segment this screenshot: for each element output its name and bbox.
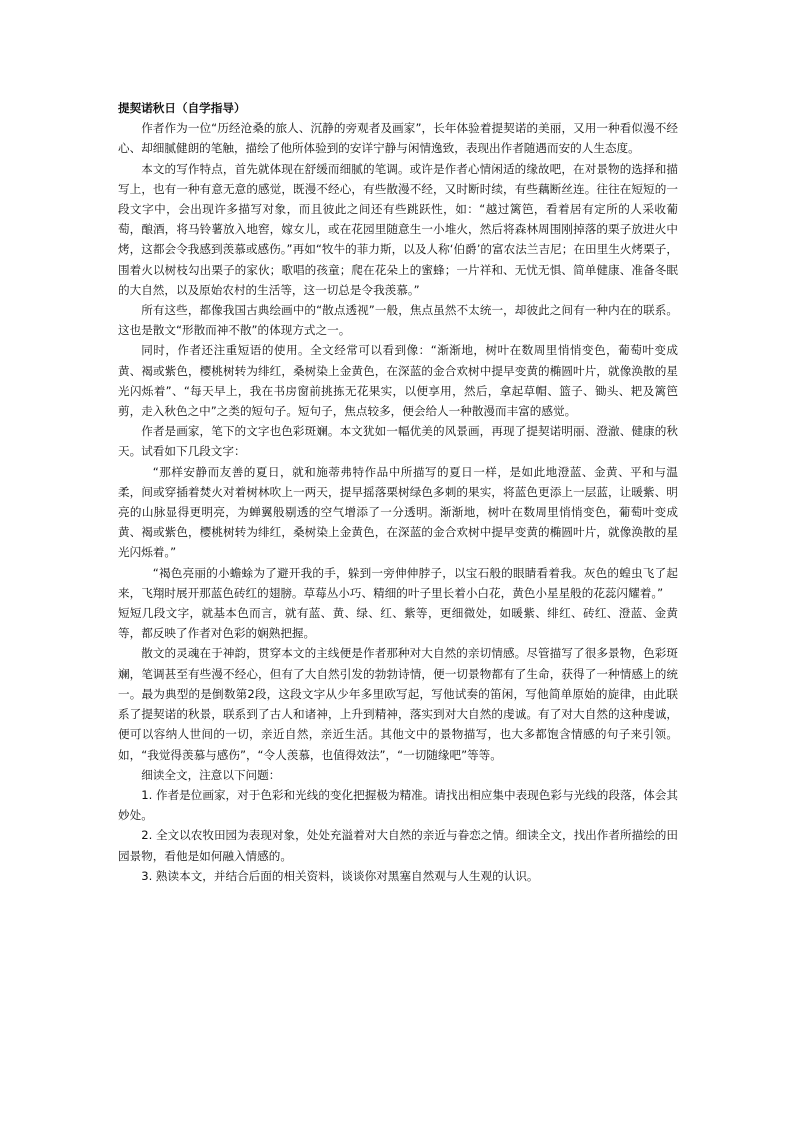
questions-heading: 细读全文，注意以下问题：: [141, 767, 281, 782]
paragraph-colors: 作者是画家，笔下的文字也色彩斑斓。本文犹如一幅优美的风景画，再现了提契诺明丽、澄澈、健康的秋天。试看如下几段文字：: [118, 424, 678, 459]
question-3: 3. 熟读本文，并结合后面的相关资料，谈谈你对黑塞自然观与人生观的认识。: [141, 868, 539, 883]
quote-summer: “那样安静而友善的夏日，就和施蒂弗特作品中所描写的夏日一样，是如此地澄蓝、金黄、平和与温柔，间或穿插着焚火对着树林吹上一两天，提早摇落栗树绿色多刺的果实，将蓝色更添上一层蓝，让暖紫、明亮的山脉显得更明亮，为蝉翼般剔透的空气增添了一分透明。渐渐地，树叶在数周里悄悄变色，葡萄叶变成黄、褐或紫色，樱桃树转为绯红，桑树染上金黄色，在深蓝的金合欢树中提早变黄的椭圆叶片，就像涣散的星光闪烁着。”: [118, 464, 678, 560]
paragraph-writing-style: 本文的写作特点，首先就体现在舒缓而细腻的笔调。或许是作者心情闲适的缘故吧，在对景物的选择和描写上，也有一种有意无意的感觉，既漫不经心，有些散漫不经，又时断时续，有些藕断丝连。往往在短短的一段文字中，会出现许多描写对象，而且彼此之间还有些跳跃性，如：“越过篱笆，看着居有定所的人采收葡萄，酿酒，将马铃薯放入地窖，嫁女儿，或在花园里随意生一小堆火，然后将森林周围刚掉落的栗子放进火中烤，这都会令我感到羡慕或感伤。”再如“牧牛的菲力斯，以及人称‘伯爵’的富农法兰吉尼；在田里生火烤栗子，围着火以树枝勾出栗子的家伙；歌唱的孩童；爬在花朵上的蜜蜂；一片祥和、无忧无惧、简单健康、准备冬眠的大自然，以及原始农村的生活等，这一切总是令我羡慕。”: [118, 161, 678, 297]
paragraph-intro: 作者作为一位“历经沧桑的旅人、沉静的旁观者及画家”，长年体验着提契诺的美丽，又用一种看似漫不经心、却细腻健朗的笔触，描绘了他所体验到的安详宁静与闲情逸致，表现出作者随遇而安的人生态度。: [118, 121, 678, 156]
document-title: 提契诺秋日（自学指导）: [118, 101, 246, 115]
paragraph-short-phrases: 同时，作者还注重短语的使用。全文经常可以看到像：“渐渐地，树叶在数周里悄悄变色，葡萄叶变成黄、褐或紫色，樱桃树转为绯红，桑树染上金黄色，在深蓝的金合欢树中提早变黄的椭圆叶片，就像涣散的星光闪烁着”、“每天早上，我在书房窗前挑拣无花果实，以便享用，然后，拿起草帽、篮子、锄头、耙及篱笆剪，走入秋色之中”之类的短句子。短句子，焦点较多，便会给人一种散漫而丰富的感觉。: [118, 343, 678, 419]
paragraph-spirit: 散文的灵魂在于神韵，贯穿本文的主线便是作者那种对大自然的亲切情感。尽管描写了很多景物，色彩斑斓，笔调甚至有些漫不经心，但有了大自然引发的勃勃诗情，便一切景物都有了生命，获得了一种情感上的统一。最为典型的是倒数第2段，这段文字从少年多里欧写起，写他试奏的笛闲，写他简单原始的旋律，由此联系了提契诺的秋景，联系到了古人和诸神，上升到精神，落实到对大自然的虔诚。有了对大自然的这种虔诚，便可以容纳人世间的一切，亲近自然，亲近生活。其他文中的景物描写，也大多都饱含情感的句子来引领。如，“我觉得羡慕与感伤”，“令人羡慕，也值得效法”，“一切随缘吧”等等。: [118, 646, 678, 762]
paragraph-color-summary: 短短几段文字，就基本色而言，就有蓝、黄、绿、红、紫等，更细微处，如暖紫、绯红、砖红、澄蓝、金黄等，都反映了作者对色彩的娴熟把握。: [118, 606, 678, 641]
question-1: 1. 作者是位画家，对于色彩和光线的变化把握极为精准。请找出相应集中表现色彩与光线的段落，体会其妙处。: [118, 787, 678, 823]
question-2: 2. 全文以农牧田园为表现对象，处处充溢着对大自然的亲近与眷恋之情。细读全文，找出作者所描绘的田园景物，看他是如何融入情感的。: [118, 828, 678, 863]
document-page: [118, 98, 678, 886]
paragraph-scatter-perspective: 所有这些，都像我国古典绘画中的“散点透视”一般，焦点虽然不太统一，却彼此之间有一种内在的联系。这也是散文“形散而神不散”的体现方式之一。: [118, 303, 678, 338]
quote-toad: “褐色亮丽的小蟾蜍为了避开我的手，躲到一旁伸伸脖子，以宝石般的眼睛看着我。灰色的蝗虫飞了起来，飞翔时展开那蓝色砖红的翅膀。草莓丛小巧、精细的叶子里长着小白花，黄色小星星般的花蕊闪耀着。”: [118, 565, 678, 600]
